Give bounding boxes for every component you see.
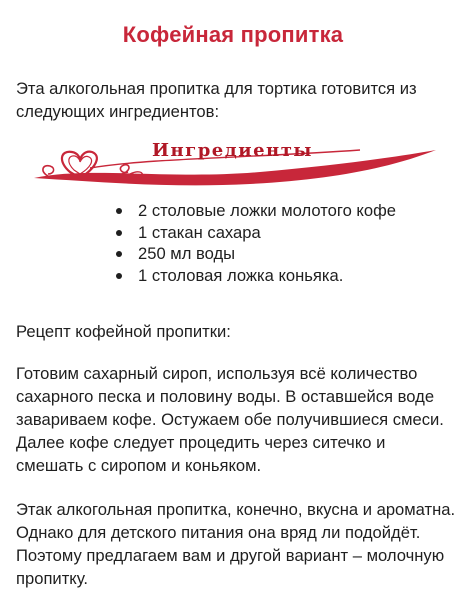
banner-label: Ингредиенты: [152, 140, 313, 161]
bullet-icon: [116, 273, 122, 279]
list-item: 2 столовые ложки молотого кофе: [138, 200, 466, 222]
bullet-icon: [116, 251, 122, 257]
list-item: 1 стакан сахара: [138, 222, 466, 244]
intro-paragraph: Эта алкогольная пропитка для тортика готовится из следующих ингредиентов:: [16, 79, 417, 121]
page-title: Кофейная пропитка: [122, 22, 344, 47]
list-item: 1 столовая ложка коньяка.: [138, 265, 466, 287]
bullet-icon: [116, 230, 122, 236]
outro-paragraph: Этак алкогольная пропитка, конечно, вкусна и ароматна. Однако для детского питания она вряд ли подойдёт. Поэтому предлагаем вам и другой вариант – молочную пропитку.: [16, 500, 456, 588]
recipe-step-paragraph: Готовим сахарный сироп, используя всё количество сахарного песка и половину воды. В оставшейся воде завариваем кофе. Остужаем обе получившиеся смеси. Далее кофе следует процедить через ситечко и смешать с сиропом и коньяком.: [16, 364, 444, 475]
bullet-icon: [116, 208, 122, 214]
recipe-heading: Рецепт кофейной пропитки:: [16, 322, 231, 341]
heart-ribbon-icon: [30, 128, 440, 200]
ingredients-banner: [30, 128, 440, 200]
ingredients-list: [0, 200, 466, 286]
list-item: 250 мл воды: [138, 243, 466, 265]
